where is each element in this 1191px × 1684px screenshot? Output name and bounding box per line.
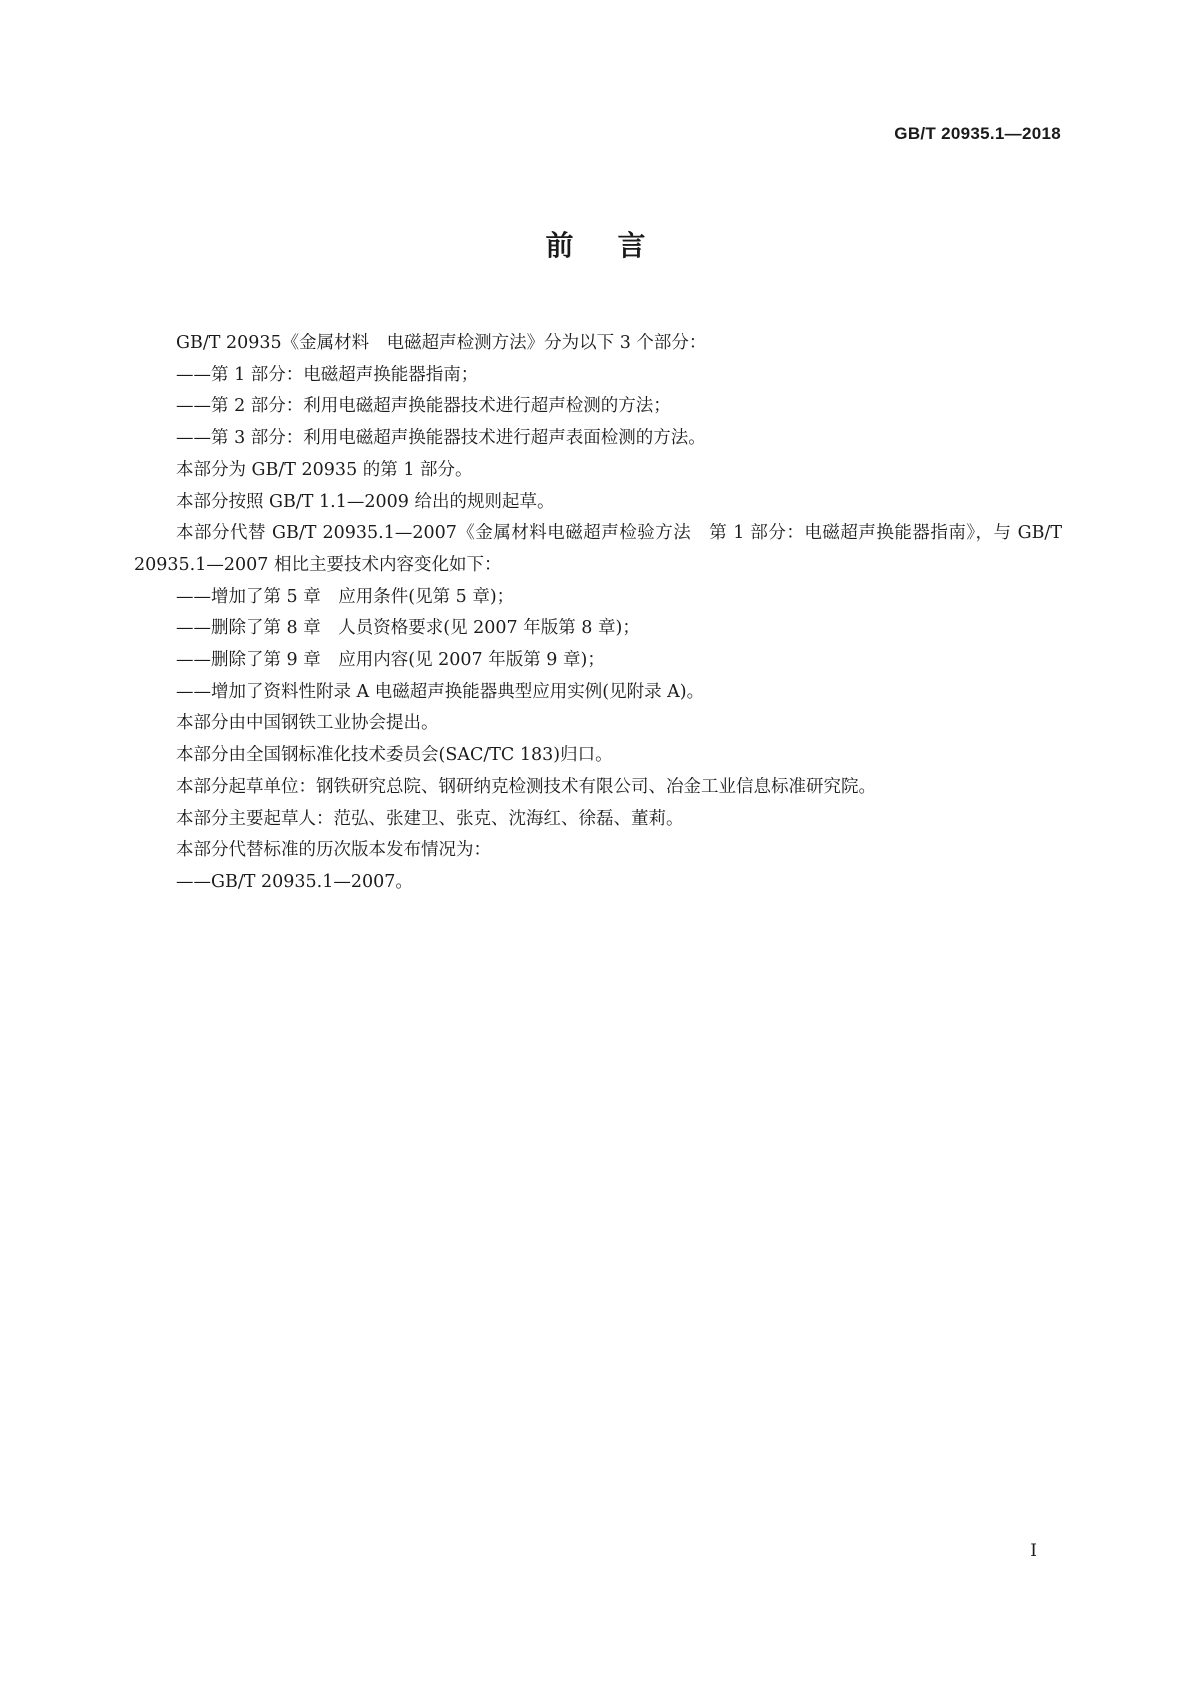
paragraph: 本部分主要起草人：范弘、张建卫、张克、沈海红、徐磊、董莉。 — [176, 808, 684, 829]
list-item: ——增加了第 5 章 应用条件(见第 5 章)； — [176, 586, 515, 607]
foreword-body — [134, 328, 1068, 899]
paragraph: 本部分代替 GB/T 20935.1—2007《金属材料电磁超声检验方法 第 1 部分：电磁超声换能器指南》，与 GB/T 20935.1—2007 相比主要技术内容变化如下： — [134, 523, 1068, 575]
paragraph: GB/T 20935《金属材料 电磁超声检测方法》分为以下 3 个部分： — [176, 333, 707, 353]
paragraph: 本部分为 GB/T 20935 的第 1 部分。 — [176, 459, 473, 480]
paragraph: 本部分按照 GB/T 1.1—2009 给出的规则起草。 — [176, 491, 555, 512]
list-item: ——第 2 部分：利用电磁超声换能器技术进行超声检测的方法； — [176, 396, 671, 417]
page-number: I — [1030, 1541, 1037, 1561]
standard-code: GB/T 20935.1—2018 — [894, 124, 1061, 143]
paragraph: 本部分由全国钢标准化技术委员会(SAC/TC 183)归口。 — [176, 745, 613, 766]
list-item: ——GB/T 20935.1—2007。 — [176, 871, 413, 892]
list-item: ——第 3 部分：利用电磁超声换能器技术进行超声表面检测的方法。 — [176, 428, 706, 449]
paragraph: 本部分由中国钢铁工业协会提出。 — [176, 713, 439, 734]
list-item: ——增加了资料性附录 A 电磁超声换能器典型应用实例(见附录 A)。 — [176, 681, 705, 702]
page-title: 前言 — [545, 229, 690, 262]
list-item: ——删除了第 8 章 人员资格要求(见 2007 年版第 8 章)； — [176, 618, 640, 639]
list-item: ——删除了第 9 章 应用内容(见 2007 年版第 9 章)； — [176, 650, 605, 671]
paragraph: 本部分代替标准的历次版本发布情况为： — [176, 840, 491, 861]
list-item: ——第 1 部分：电磁超声换能器指南； — [176, 364, 479, 385]
paragraph: 本部分起草单位：钢铁研究总院、钢研纳克检测技术有限公司、冶金工业信息标准研究院。 — [176, 776, 876, 797]
